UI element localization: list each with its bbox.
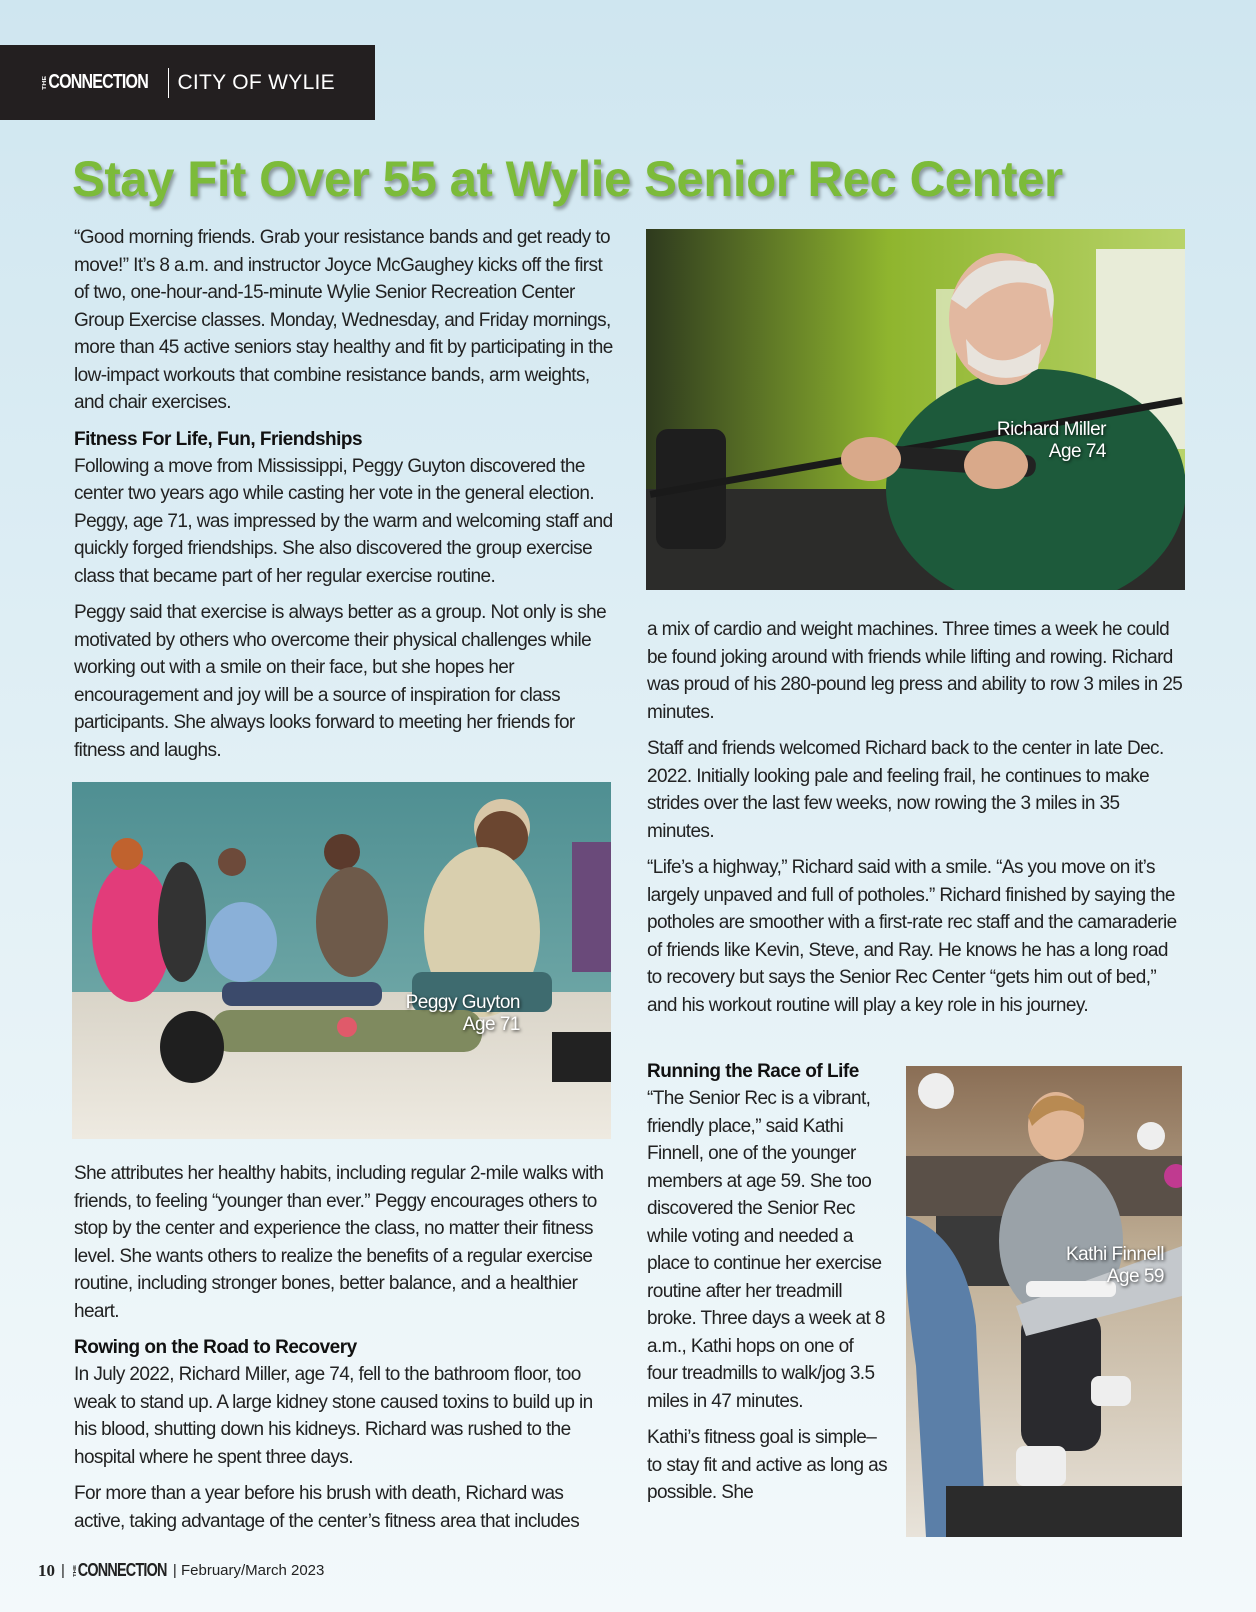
photo-kathi-finnell [906, 1066, 1182, 1537]
race-paragraph-1: “The Senior Rec is a vibrant, friendly place,” said Kathi Finnell, one of the younger members at age 59. She too discovered the Senior Rec while voting and needed a place to continue her exercise routine after her treadmill broke. Three days a week at 8 a.m., Kathi hops on one of four treadmills to walk/jog 3.5 miles in 47 minutes. [647, 1088, 885, 1412]
column2-middle [647, 616, 1183, 1028]
peggy-photo-illustration [72, 782, 611, 1139]
issue-date: | February/March 2023 [172, 1562, 325, 1579]
page-footer [38, 1560, 324, 1581]
masthead-divider [168, 68, 169, 98]
kathi-photo-illustration [906, 1066, 1182, 1537]
machines-paragraph: a mix of cardio and weight machines. Three times a week he could be found joking around with friends while lifting and rowing. Richard was proud of his 280-pound leg press and ability to row 3 miles in 25 minutes. [647, 619, 1183, 723]
fitness-paragraph-1: Following a move from Mississippi, Peggy Guyton discovered the center two years ago while casting her vote in the general election. Peggy, age 71, was impressed by the warm and welcoming staff and quickly forged friendships. She also discovered the group exercise class that became part of her regular exercise routine. [74, 455, 613, 587]
caption-kathi-name: Kathi Finnell [1065, 1244, 1164, 1265]
photo-peggy-guyton [72, 782, 611, 1139]
richard-photo-illustration [646, 229, 1185, 590]
column1-top [74, 224, 614, 773]
welcome-paragraph: Staff and friends welcomed Richard back to the center in late Dec. 2022. Initially looking pale and feeling frail, he continues to make strides over the last few weeks, now rowing the 3 miles in 35 minutes. [647, 738, 1164, 842]
fitness-paragraph-2: Peggy said that exercise is always better as a group. Not only is she motivated by others who overcome their physical challenges while working out with a smile on their face, but she hopes her encouragement and joy will be a source of inspiration for class participants. She always looks forward to meeting her friends for fitness and laughs. [74, 602, 607, 761]
masthead [0, 45, 375, 120]
heading-race: Running the Race of Life [647, 1061, 859, 1082]
brand-logo: THE CONNECTION [42, 71, 148, 93]
caption-peggy [392, 992, 520, 1036]
caption-peggy-age: Age 71 [462, 1014, 520, 1035]
page-number: 10 [38, 1560, 55, 1580]
caption-richard-name: Richard Miller [996, 419, 1106, 440]
heading-fitness: Fitness For Life, Fun, Friendships [74, 428, 363, 450]
habits-paragraph: She attributes her healthy habits, including regular 2-mile walks with friends, to feeling “younger than ever.” Peggy encourages others to stop by the center and experience the class, no matter their fitness level. She wants others to realize the benefits of a regular exercise routine, including stronger bones, better balance, and a healthier heart. [74, 1163, 604, 1322]
race-paragraph-2: Kathi’s fitness goal is simple–to stay fit and active as long as possible. She [647, 1427, 888, 1503]
intro-paragraph: “Good morning friends. Grab your resistance bands and get ready to move!” It’s 8 a.m. and instructor Joyce McGaughey kicks off the first of two, one-hour-and-15-minute Wylie Senior Recreation Center Group Exercise classes. Monday, Wednesday, and Friday mornings, more than 45 active seniors stay healthy and fit by participating in the low-impact workouts that combine resistance bands, arm weights, and chair exercises. [74, 227, 613, 413]
heading-rowing: Rowing on the Road to Recovery [74, 1337, 357, 1358]
caption-peggy-name: Peggy Guyton [405, 992, 520, 1013]
column2-narrow [647, 1058, 887, 1516]
rowing-paragraph-1: In July 2022, Richard Miller, age 74, fell to the bathroom floor, too weak to stand up. A large kidney stone caused toxins to build up in his blood, shutting down his kidneys. Richard was rushed to the hospital where he spent three days. [74, 1364, 593, 1468]
caption-kathi [1016, 1244, 1164, 1288]
highway-paragraph: “Life’s a highway,” Richard said with a smile. “As you move on it’s largely unpaved and full of potholes.” Richard finished by saying the potholes are smoother with a first-rate rec staff and the camaraderie of friends like Kevin, Steve, and Ray. He knows he has a long road to recovery but says the Senior Rec Center “gets him out of bed,” and his workout routine will play a key role in his journey. [647, 857, 1177, 1016]
rowing-paragraph-2: For more than a year before his brush with death, Richard was active, taking advantage of the center’s fitness area that includes [74, 1483, 580, 1532]
footer-divider: | [61, 1562, 65, 1579]
footer-brand-logo: THE CONNECTION [72, 1560, 167, 1580]
caption-richard [946, 419, 1106, 463]
section-label: CITY OF WYLIE [177, 70, 335, 94]
photo-richard-miller [646, 229, 1185, 590]
article-title: Stay Fit Over 55 at Wylie Senior Rec Center [72, 151, 1063, 207]
caption-richard-age: Age 74 [1048, 441, 1106, 462]
column1-bottom [74, 1160, 614, 1544]
caption-kathi-age: Age 59 [1106, 1266, 1164, 1287]
